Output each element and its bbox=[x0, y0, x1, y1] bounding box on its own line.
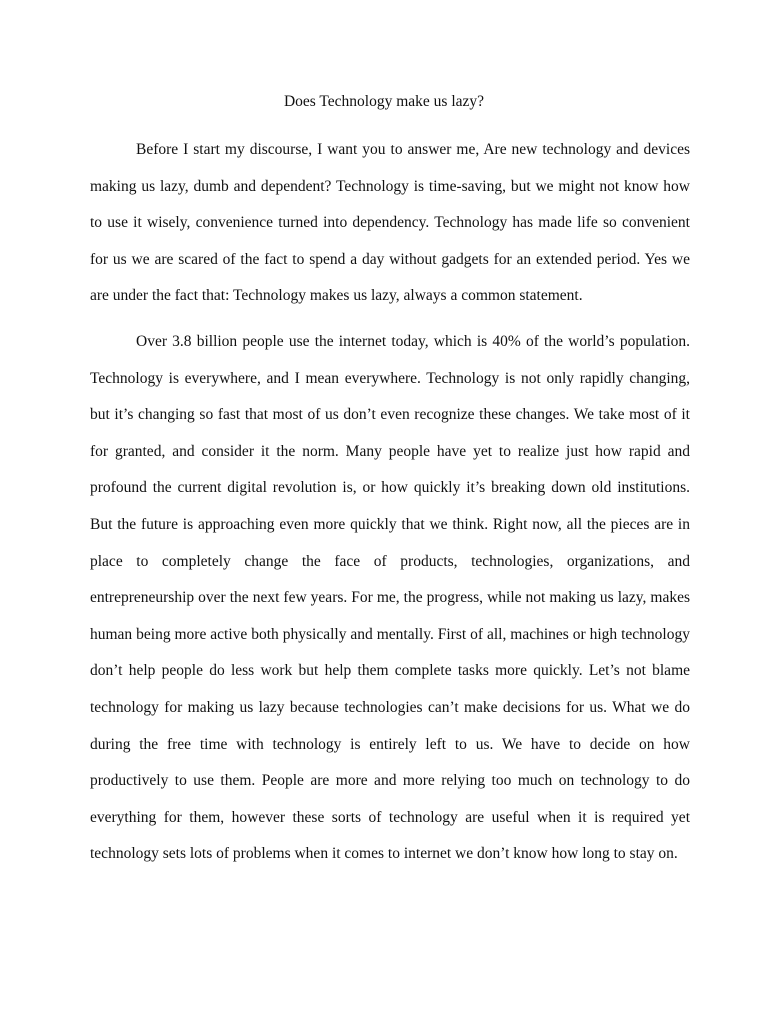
paragraph-2-text: Over 3.8 billion people use the internet today, which is 40% of the world’s population. Technology is everywhere, and I mean everywhere. Technology is not only rapidly changing, but it’s changing so fast that most of us don’t even recognize these changes. We take most of it for granted, and consider it the norm. Many people have yet to realize just how rapid and profound the current digital revolution is, or how quickly it’s breaking down old institutions. But the future is approaching even more quickly that we think. Right now, all the pieces are in place to completely change the face of products, technologies, organizations, and entrepreneurship over the next few years. For me, the progress, while not making us lazy, makes human being more active both physically and mentally. First of all, machines or high technology don’t help people do less work but help them complete tasks more quickly. Let’s not blame technology for making us lazy because technologies can’t make decisions for us. What we do during the free time with technology is entirely left to us. We have to decide on how productively to use them. People are more and more relying too much on technology to do everything for them, however these sorts of technology are useful when it is required yet technology sets lots of problems when it comes to internet we don’t know how long to stay on. bbox=[90, 333, 690, 863]
paragraph-1-text: Before I start my discourse, I want you to answer me, Are new technology and devices making us lazy, dumb and dependent? Technology is time-saving, but we might not know how to use it wisely, convenience turned into dependency. Technology has made life so convenient for us we are scared of the fact to spend a day without gadgets for an extended period. Yes we are under the fact that: Technology makes us lazy, always a common statement. bbox=[90, 141, 690, 305]
paragraph-intro bbox=[90, 132, 690, 315]
document-title: Does Technology make us lazy? bbox=[283, 93, 485, 110]
paragraph-body bbox=[90, 324, 690, 873]
